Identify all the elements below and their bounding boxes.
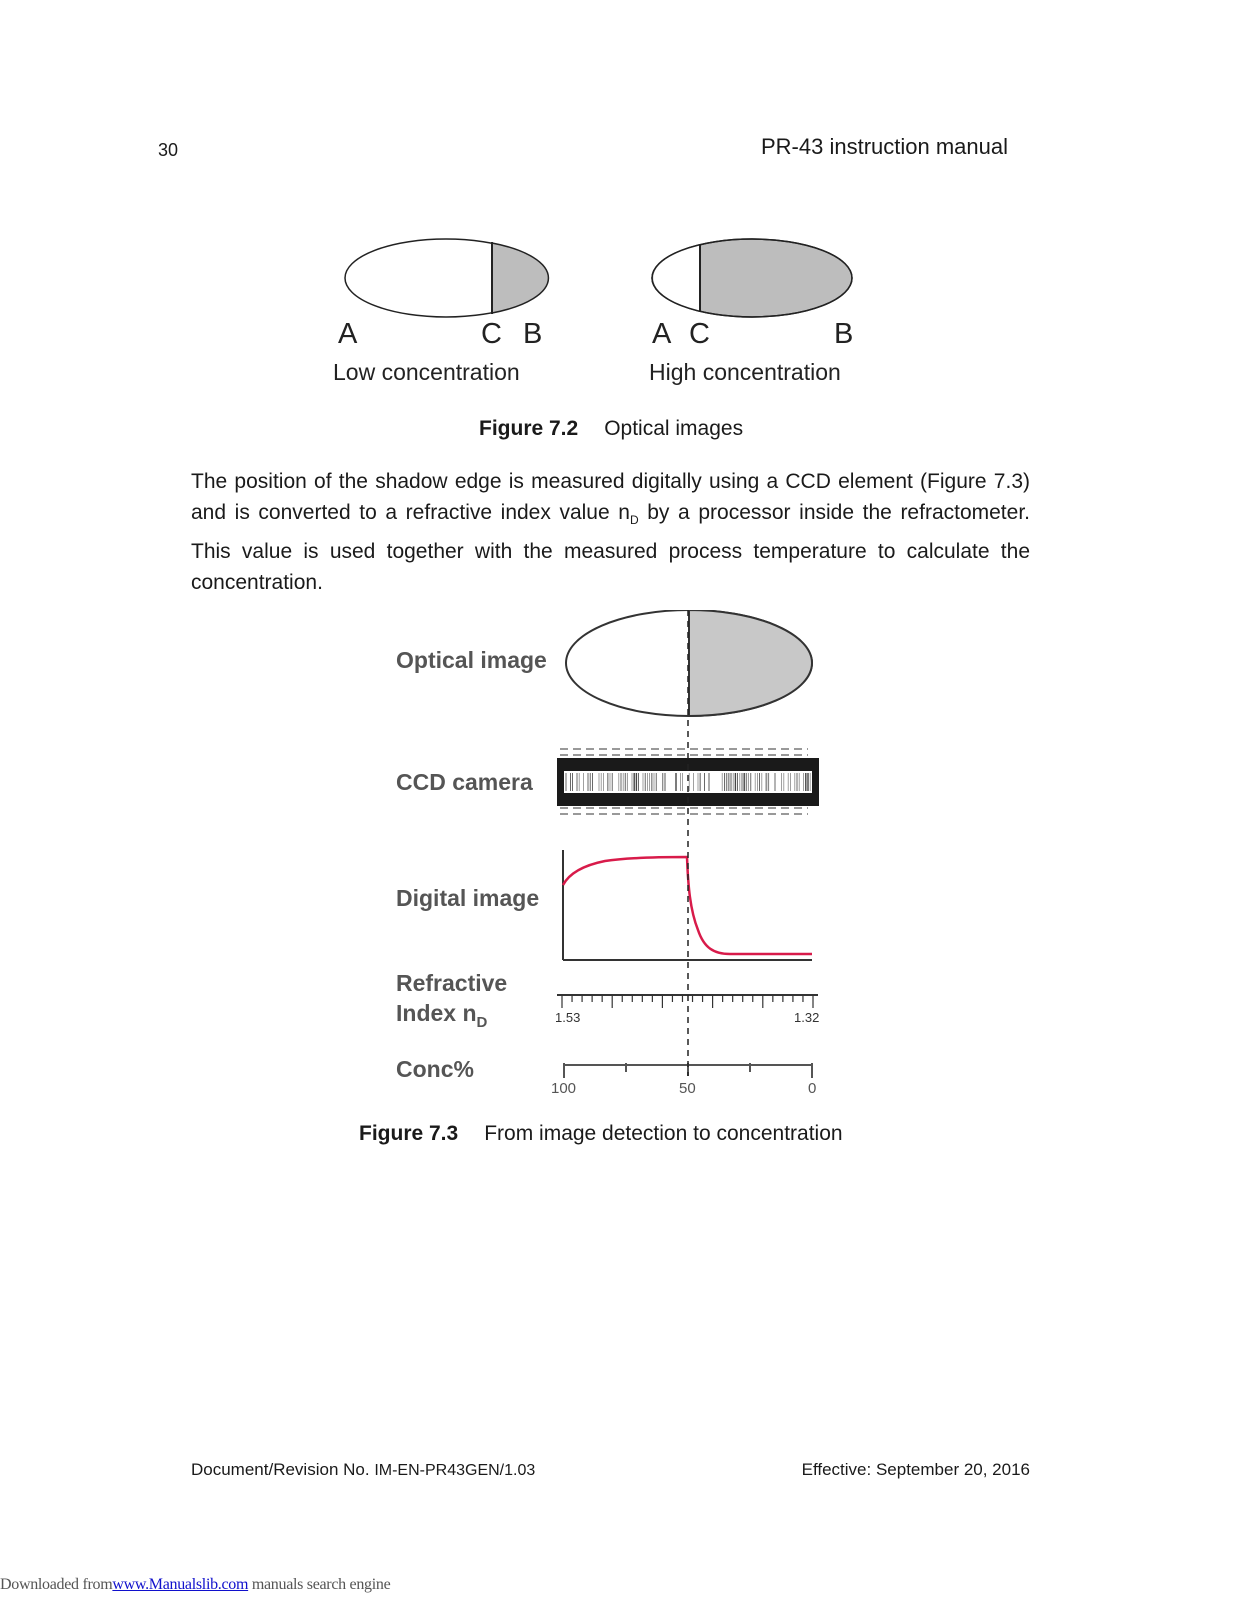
conc-scale-right: 0 [808, 1080, 817, 1097]
signal-curve [563, 857, 812, 954]
figure-7-2-title: Optical images [604, 417, 744, 440]
figure-7-3-caption [359, 1122, 843, 1146]
conc-scale-middle: 50 [679, 1080, 696, 1097]
figure-7-2-number: Figure 7.2 [479, 417, 579, 440]
body-paragraph [191, 466, 1030, 598]
high-label-b: B [834, 318, 854, 350]
refractive-index-scale [555, 995, 819, 1025]
paragraph-text-1: The position of the shadow edge is measured digitally using a CCD element (Figure 7.3) and is converted to a refractive index value n [191, 470, 1030, 524]
optical-image-label: Optical image [396, 647, 547, 673]
high-concentration-optical-image [649, 239, 853, 385]
high-label-c: C [689, 318, 710, 350]
low-concentration-caption: Low concentration [333, 359, 520, 385]
footer-doc-label: Document/Revision No. [191, 1460, 370, 1479]
footer-doc-code: IM-EN-PR43GEN/1.03 [374, 1462, 536, 1479]
conc-scale-left: 100 [551, 1080, 577, 1097]
conc-label: Conc% [396, 1056, 474, 1082]
page-number: 30 [158, 140, 179, 160]
figure-7-3-number: Figure 7.3 [359, 1122, 459, 1145]
figure-7-3-title: From image detection to concentration [484, 1122, 843, 1145]
figure-7-2-caption [479, 417, 743, 441]
manualslib-link[interactable]: www.Manualslib.com [112, 1576, 249, 1593]
optical-image-ellipse [566, 610, 812, 716]
ri-scale-right: 1.32 [794, 1010, 820, 1025]
paragraph-text-2: by a processor inside the refractometer. This value is used together with the measured process temperature to calculate the concentration. [191, 501, 1030, 595]
low-label-b: B [523, 318, 543, 350]
concentration-scale [551, 1063, 816, 1097]
footer-document-number [191, 1460, 535, 1480]
figure-7-3-diagram [380, 610, 860, 1120]
ri-scale-left: 1.53 [555, 1010, 581, 1025]
digital-image-label: Digital image [396, 885, 540, 911]
watermark-suffix: manuals search engine [248, 1576, 391, 1593]
high-label-a: A [652, 318, 672, 350]
footer-effective-date: Effective: September 20, 2016 [801, 1460, 1030, 1479]
low-concentration-optical-image [333, 239, 548, 385]
download-watermark [0, 1576, 390, 1594]
watermark-prefix: Downloaded from [0, 1576, 113, 1593]
low-label-a: A [338, 318, 358, 350]
refractive-label-line2: Index $n_D$ [396, 1000, 488, 1031]
high-concentration-caption: High concentration [649, 359, 841, 385]
document-title: PR-43 instruction manual [760, 134, 1008, 159]
low-label-c: C [481, 318, 502, 350]
refractive-label-line1: Refractive [396, 970, 508, 996]
ccd-camera-label: CCD camera [396, 769, 533, 795]
figure-7-2-diagram [300, 225, 920, 400]
paragraph-subscript: D [629, 513, 639, 528]
